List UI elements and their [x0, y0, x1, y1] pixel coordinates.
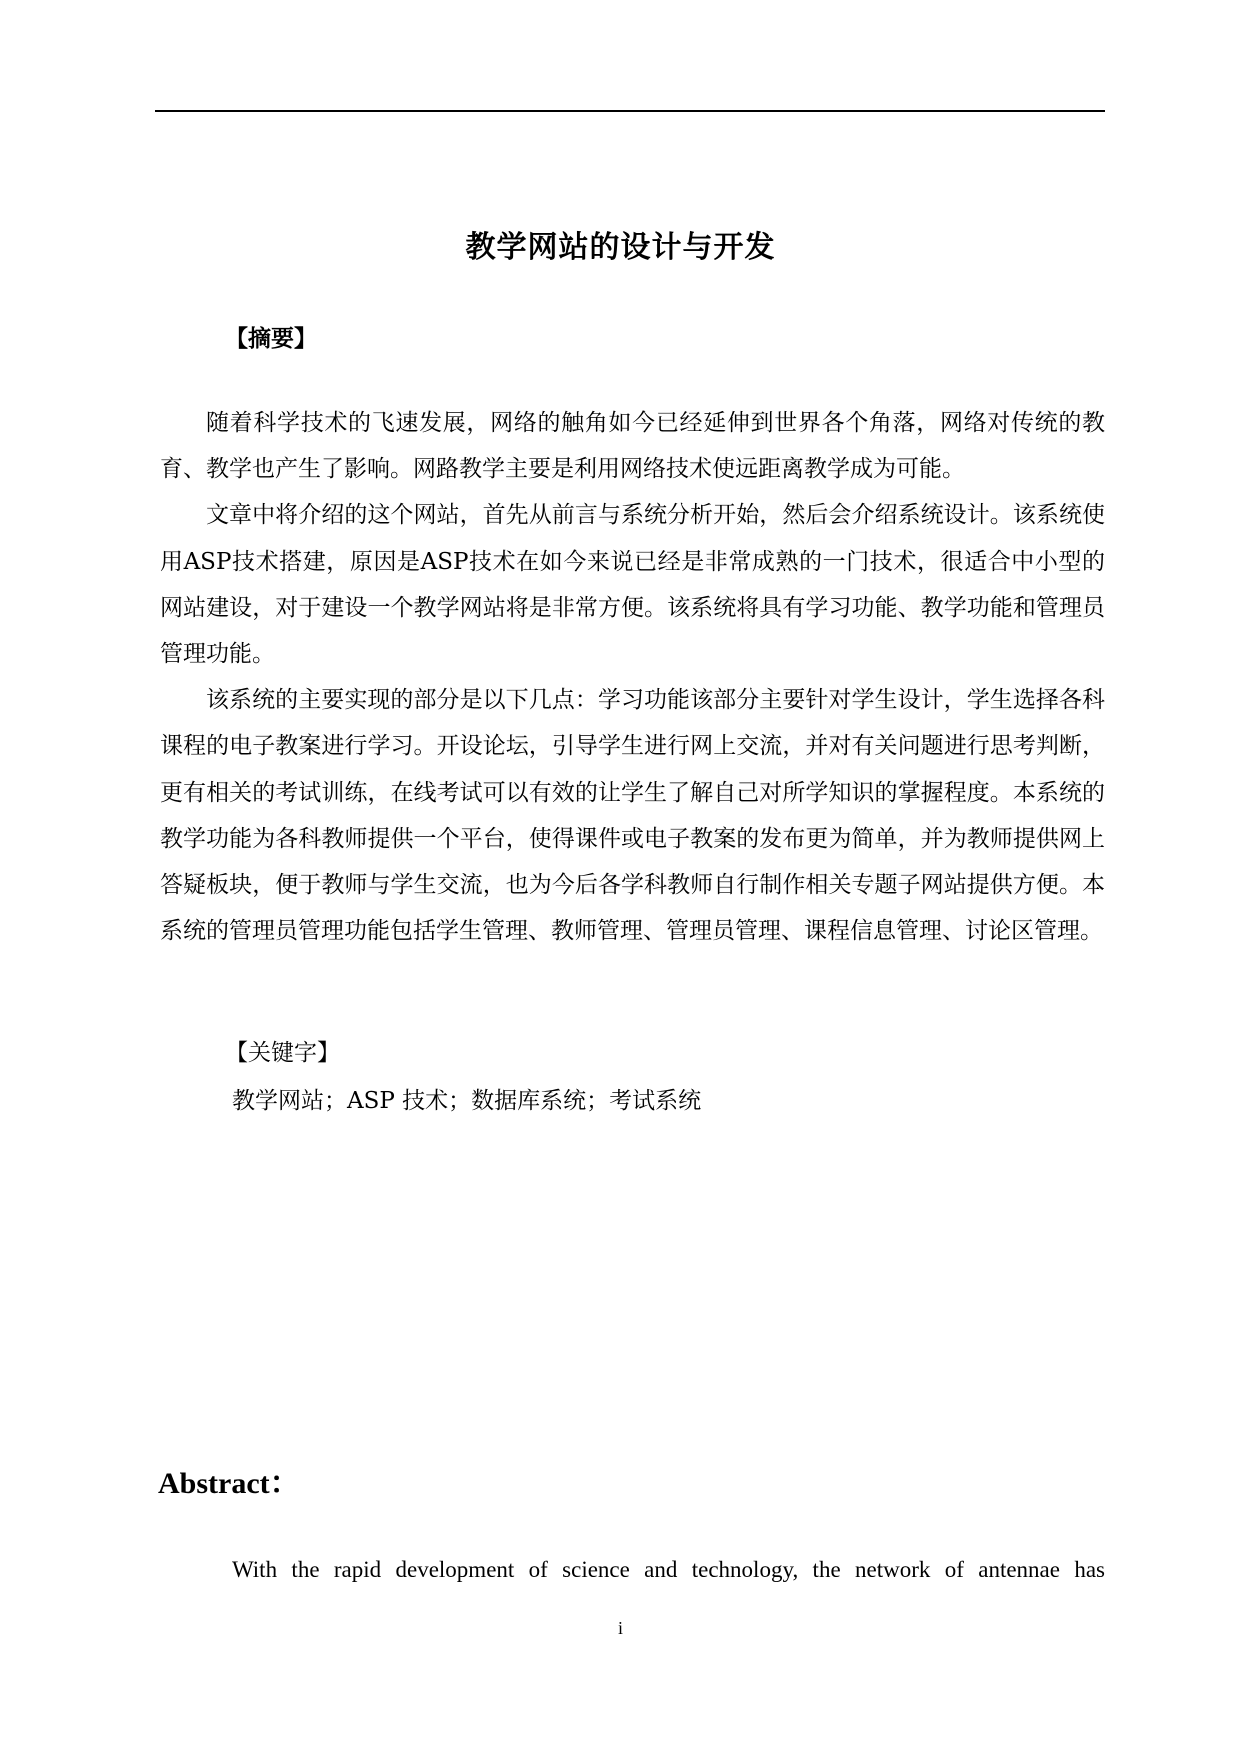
english-abstract-paragraph: With the rapid development of science and technology, the network of antennae has	[232, 1557, 1105, 1582]
abstract-paragraph-1: 随着科学技术的飞速发展，网络的触角如今已经延伸到世界各个角落，网络对传统的教育、教学也产生了影响。网路教学主要是利用网络技术使远距离教学成为可能。	[160, 410, 1105, 483]
abstract-paragraph-3: 该系统的主要实现的部分是以下几点：学习功能该部分主要针对学生设计，学生选择各科课程的电子教案进行学习。开设论坛，引导学生进行网上交流，并对有关问题进行思考判断，更有相关的考试训练，在线考试可以有效的让学生了解自己对所学知识的掌握程度。本系统的教学功能为各科教师提供一个平台，使得课件或电子教案的发布更为简单，并为教师提供网上答疑板块，便于教师与学生交流，也为今后各学科教师自行制作相关专题子网站提供方便。本系统的管理员管理功能包括学生管理、教师管理、管理员管理、课程信息管理、讨论区管理。	[160, 687, 1105, 945]
header-rule	[155, 110, 1105, 112]
abstract-paragraph-2: 文章中将介绍的这个网站，首先从前言与系统分析开始，然后会介绍系统设计。该系统使用ASP技术搭建，原因是ASP技术在如今来说已经是非常成熟的一门技术，很适合中小型的网站建设，对于建设一个教学网站将是非常方便。该系统将具有学习功能、教学功能和管理员管理功能。	[160, 502, 1105, 668]
page-number: i	[617, 1618, 623, 1638]
keywords-value: 教学网站；ASP 技术；数据库系统；考试系统	[232, 1088, 702, 1114]
keywords-label: 【关键字】	[225, 1040, 340, 1066]
abstract-body	[160, 400, 1105, 954]
document-title: 教学网站的设计与开发	[465, 230, 776, 265]
english-abstract-body	[160, 1553, 1105, 1587]
english-abstract-heading: Abstract：	[158, 1467, 300, 1500]
abstract-label: 【摘要】	[225, 326, 317, 352]
